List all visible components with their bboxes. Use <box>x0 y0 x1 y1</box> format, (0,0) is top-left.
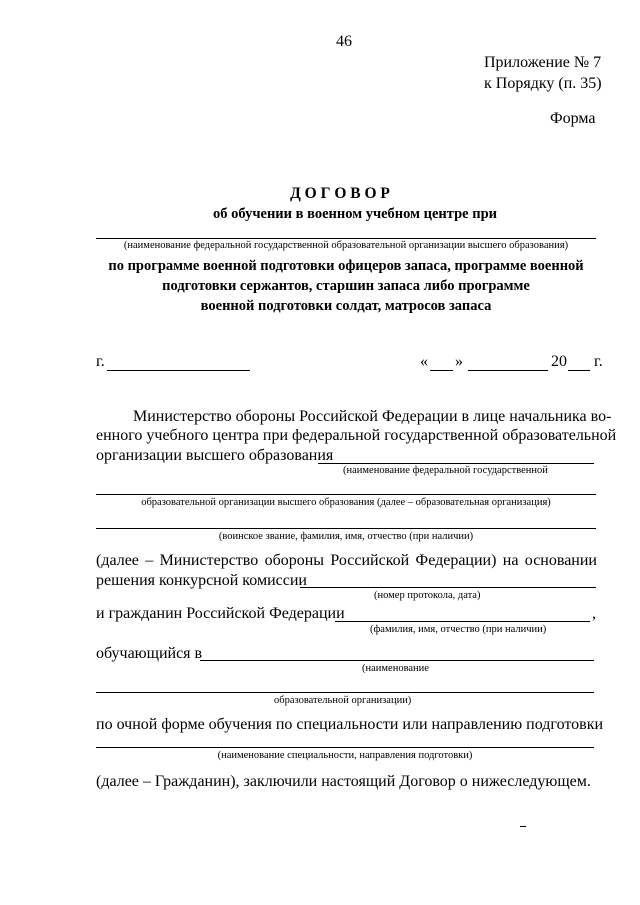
citizen-label: и гражданин Российской Федерации <box>96 605 345 622</box>
document-title: Д О Г О В О Р <box>290 185 390 202</box>
para1-line3: организации высшего образования <box>96 447 334 464</box>
para2-line2: решения конкурсной комиссии <box>96 572 307 589</box>
program-line-2: подготовки сержантов, старшин запаса либо программе <box>162 278 530 294</box>
year-prefix: 20 <box>551 353 567 370</box>
org-name-hint: (наименование федеральной государственной образовательной организации высшего образования) <box>123 240 569 251</box>
institution-blank-1 <box>200 660 594 661</box>
program-line-1: по программе военной подготовки офицеров запаса, программе военной <box>108 258 584 274</box>
para1-line2: енного учебного центра при федеральной государственной образовательной <box>96 427 617 444</box>
form-label: Форма <box>550 110 596 127</box>
city-blank <box>107 370 250 371</box>
study-form-line: по очной форме обучения по специальности или направлению подготовки <box>96 716 604 733</box>
org-name-blank-1 <box>318 463 594 464</box>
day-blank <box>430 370 453 371</box>
date-quote-close: » <box>455 353 463 370</box>
date-quote-open: « <box>420 353 428 370</box>
concluded-line: (далее – Гражданин), заключили настоящий Договор о нижеследующем. <box>96 773 591 790</box>
para1-line1: Министерство обороны Российской Федерации в лице начальника во- <box>133 408 612 425</box>
org-name-hint-2: образовательной организации высшего образования (далее – образовательная организация) <box>141 497 551 508</box>
institution-hint-2: образовательной организации) <box>274 695 412 706</box>
rank-name-blank <box>96 528 596 529</box>
city-prefix: г. <box>96 353 105 370</box>
specialty-hint: (наименование специальности, направления подготовки) <box>217 750 473 761</box>
citizen-comma: , <box>592 605 596 622</box>
org-name-blank-2 <box>96 494 596 495</box>
institution-hint-1: (наименование <box>362 663 429 674</box>
para2-line1: (далее – Министерство обороны Российской Федерации) на основании <box>96 552 597 569</box>
citizen-name-hint: (фамилия, имя, отчество (при наличии) <box>370 624 547 635</box>
appendix-number: Приложение № 7 <box>484 54 602 71</box>
student-label: обучающийся в <box>96 645 203 662</box>
rank-name-hint: (воинское звание, фамилия, имя, отчество (при наличии) <box>218 531 474 542</box>
document-subtitle: об обучении в военном учебном центре при <box>213 206 497 222</box>
citizen-name-blank <box>335 621 590 622</box>
year-blank <box>568 370 590 371</box>
org-name-line <box>96 238 596 239</box>
protocol-blank <box>300 587 596 588</box>
institution-blank-2 <box>96 692 594 693</box>
month-blank <box>468 370 548 371</box>
year-suffix: г. <box>594 353 603 370</box>
page-number: 46 <box>336 33 352 50</box>
program-line-3: военной подготовки солдат, матросов запаса <box>200 298 492 314</box>
appendix-order-ref: к Порядку (п. 35) <box>484 75 602 92</box>
org-name-hint-1: (наименование федеральной государственной <box>343 465 548 476</box>
protocol-hint: (номер протокола, дата) <box>374 590 481 601</box>
specialty-blank <box>96 747 594 748</box>
stray-mark <box>520 826 526 827</box>
